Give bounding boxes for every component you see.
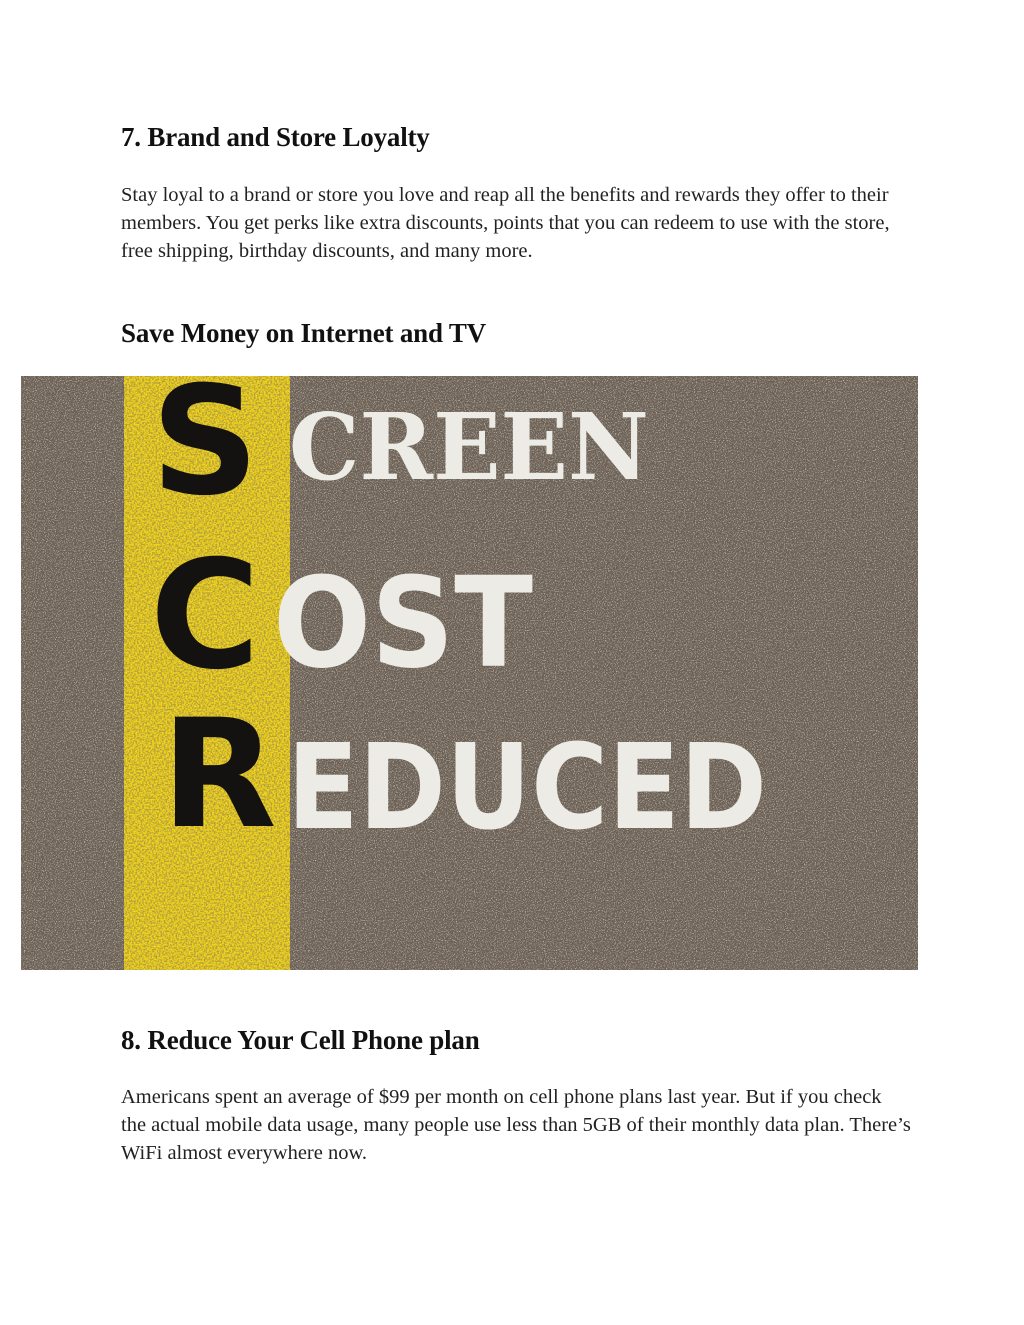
- word-creen: CREEN: [289, 393, 649, 501]
- section-paragraph-cell-phone: Americans spent an average of $99 per month on cell phone plans last year. But if you check the actual mobile data usage, many people use less than 5GB of their monthly data plan. There’s WiFi almost everywhere now.: [121, 1086, 911, 1164]
- word-ost: OST: [273, 551, 533, 696]
- letter-s: S: [150, 376, 260, 529]
- screen-cost-reduced-image: [21, 376, 918, 970]
- section-paragraph-brand-loyalty: Stay loyal to a brand or store you love and reap all the benefits and rewards they offer to their members. You get perks like extra discounts, points that you can redeem to use with the store, free shipping, birthday discounts, and many more.: [121, 184, 890, 262]
- section-heading-brand-loyalty: 7. Brand and Store Loyalty: [121, 122, 430, 152]
- section-heading-cell-phone: 8. Reduce Your Cell Phone plan: [121, 1025, 480, 1055]
- section-heading-internet-tv: Save Money on Internet and TV: [121, 318, 486, 348]
- word-educed: EDUCED: [287, 718, 767, 856]
- stencil-words: [289, 393, 649, 501]
- letter-r: R: [161, 688, 277, 862]
- letter-c: C: [149, 529, 261, 703]
- asphalt-illustration: [21, 376, 918, 970]
- acronym-letters: [150, 376, 277, 862]
